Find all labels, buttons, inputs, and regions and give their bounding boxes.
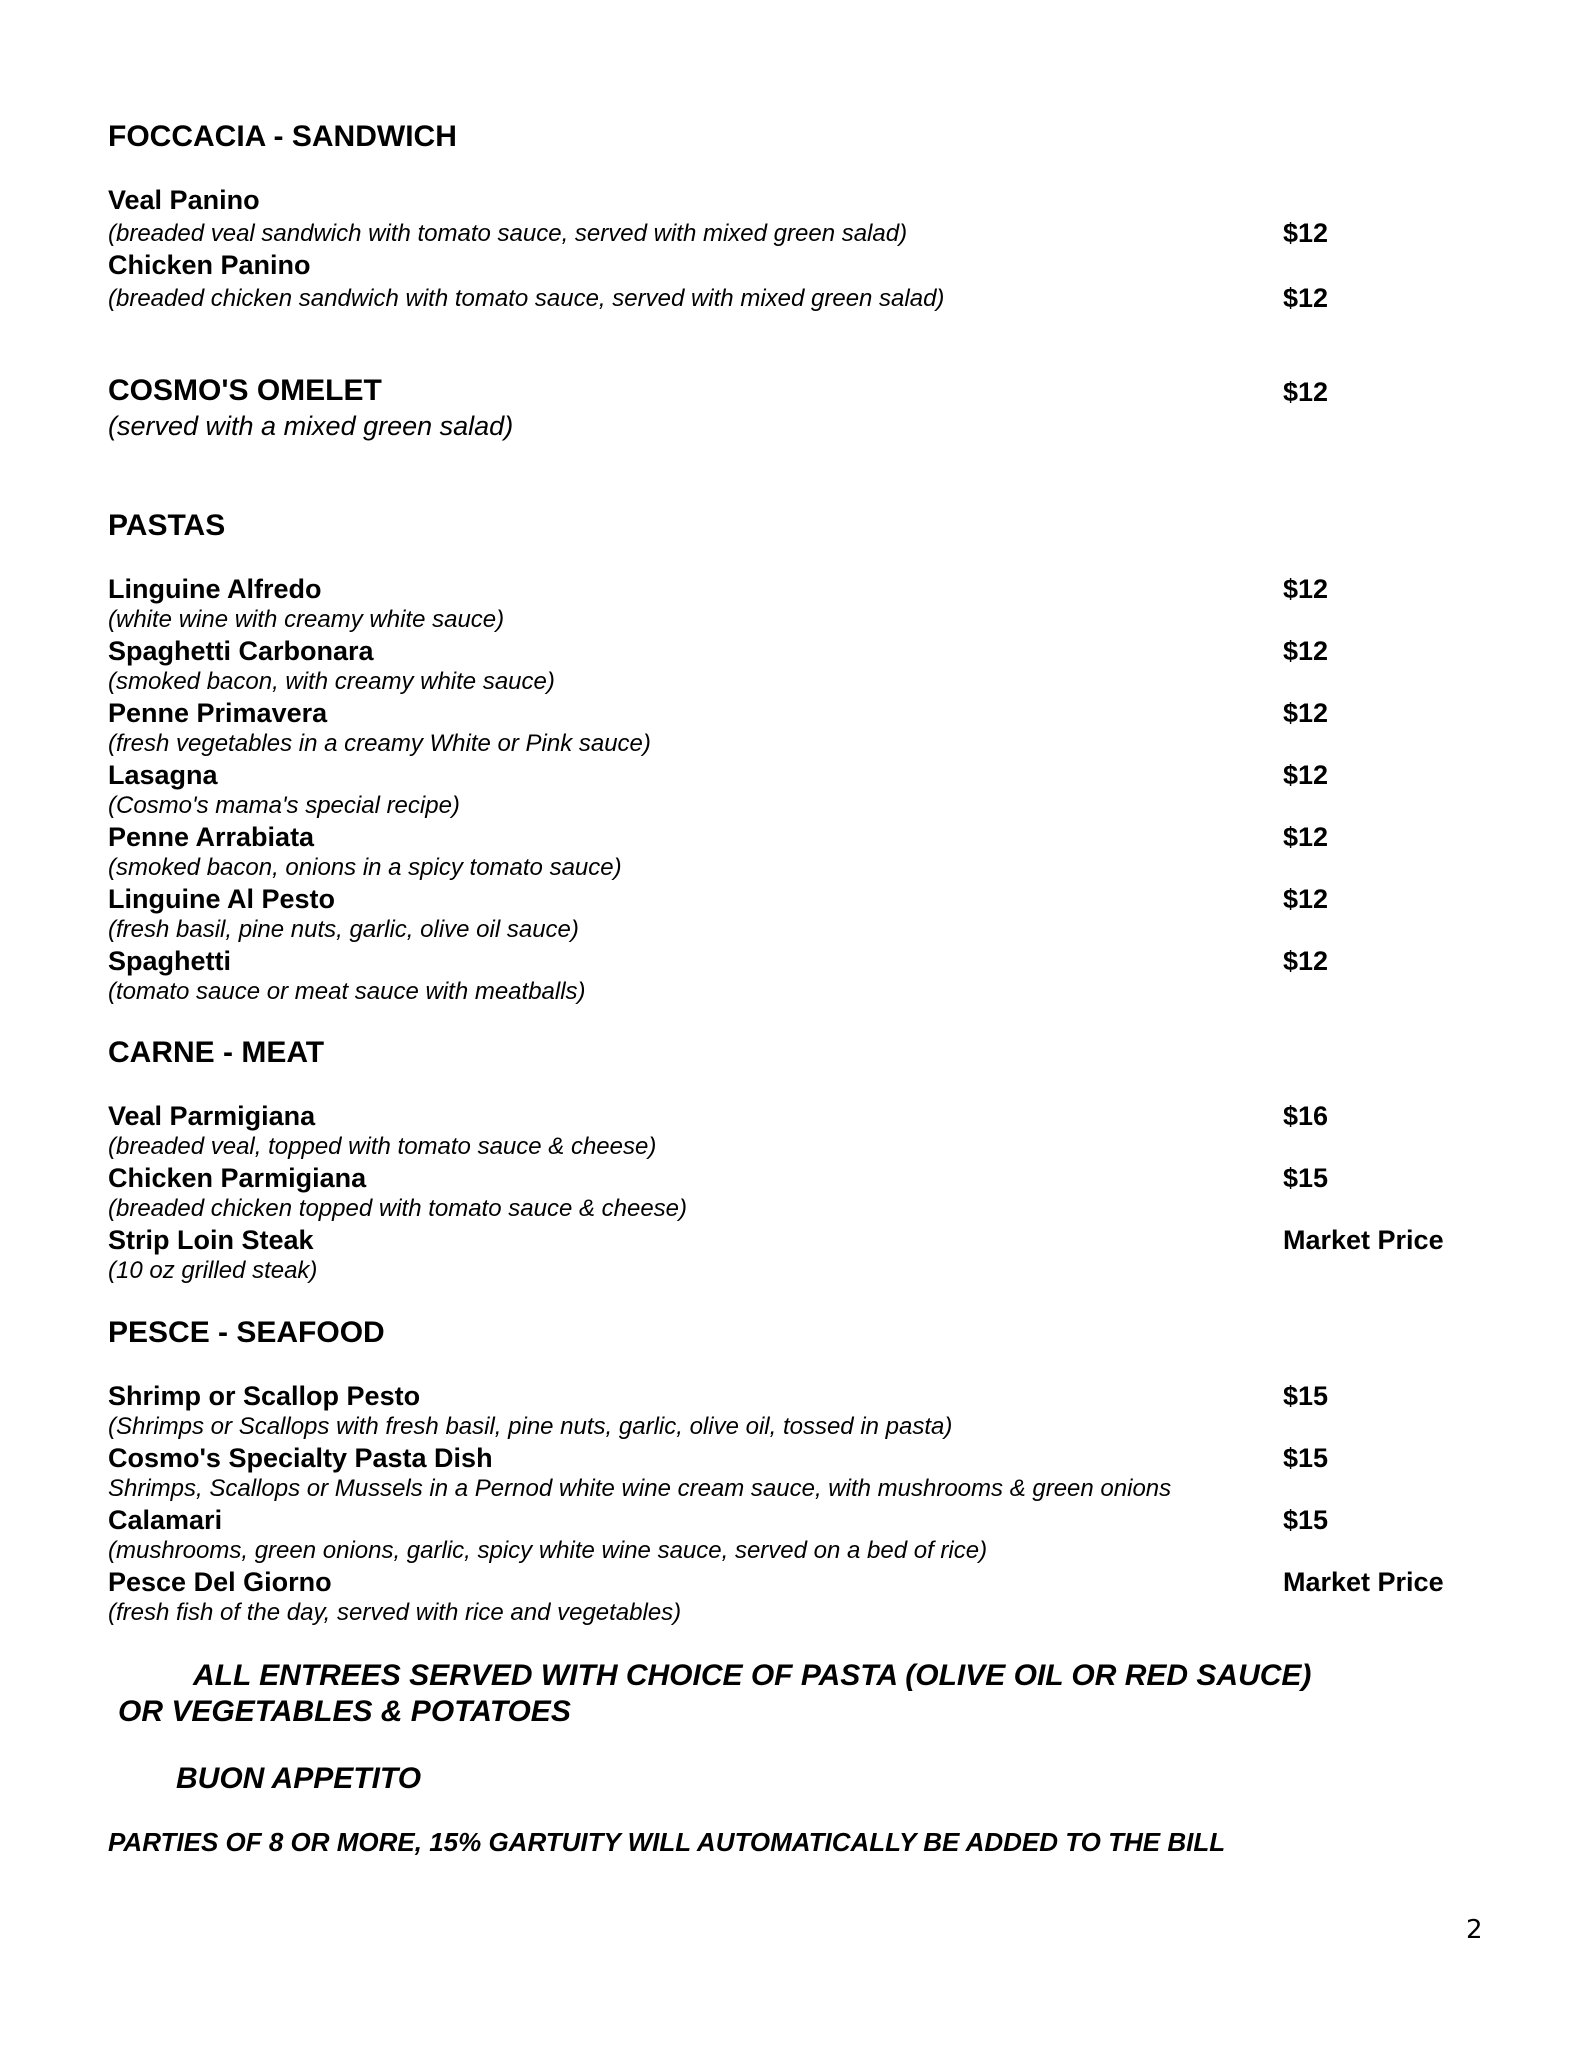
menu-item-description: (fresh fish of the day, served with rice and vegetables) [108, 1599, 682, 1626]
menu-item-price: $15 [1283, 1505, 1329, 1535]
menu-item-name: Veal Panino [108, 185, 260, 215]
menu-item-description: (white wine with creamy white sauce) [108, 606, 505, 633]
menu-item-name: Shrimp or Scallop Pesto [108, 1381, 421, 1411]
menu-item-price: $15 [1283, 1381, 1329, 1411]
menu-item-name: Linguine Al Pesto [108, 884, 336, 914]
menu-item-price: $12 [1283, 283, 1329, 313]
entrees-note-line-2: OR VEGETABLES & POTATOES [118, 1695, 571, 1728]
menu-item-name: Spaghetti Carbonara [108, 636, 374, 666]
menu-item-description: (tomato sauce or meat sauce with meatballs) [108, 978, 586, 1005]
menu-item-description: (breaded veal, topped with tomato sauce & cheese) [108, 1133, 657, 1160]
menu-item-description: (smoked bacon, onions in a spicy tomato sauce) [108, 854, 622, 881]
menu-item-name: Spaghetti [108, 946, 232, 976]
page-number: 2 [1466, 1915, 1483, 1945]
menu-item-name: Cosmo's Specialty Pasta Dish [108, 1443, 493, 1473]
menu-item-price: $12 [1283, 822, 1329, 852]
section-heading-pesce: PESCE - SEAFOOD [108, 1316, 385, 1349]
menu-item-description: (10 oz grilled steak) [108, 1257, 318, 1284]
section-heading-pastas: PASTAS [108, 509, 226, 542]
menu-item-price: $12 [1283, 884, 1329, 914]
menu-item-name: Chicken Parmigiana [108, 1163, 367, 1193]
menu-item-name: Lasagna [108, 760, 218, 790]
section-heading-carne: CARNE - MEAT [108, 1036, 325, 1069]
section-heading-foccacia: FOCCACIA - SANDWICH [108, 120, 457, 153]
omelet-description: (served with a mixed green salad) [108, 411, 514, 441]
menu-item-price: $12 [1283, 574, 1329, 604]
gratuity-note: PARTIES OF 8 OR MORE, 15% GARTUITY WILL AUTOMATICALLY BE ADDED TO THE BILL [108, 1827, 1226, 1857]
menu-item-price: $12 [1283, 760, 1329, 790]
section-heading-omelet: COSMO'S OMELET [108, 374, 382, 407]
entrees-note-line-1: ALL ENTREES SERVED WITH CHOICE OF PASTA (OLIVE OIL OR RED SAUCE) [193, 1659, 1312, 1692]
menu-item-price: $12 [1283, 946, 1329, 976]
menu-item-description: (Cosmo's mama's special recipe) [108, 792, 460, 819]
menu-item-description: (fresh basil, pine nuts, garlic, olive oil sauce) [108, 916, 579, 943]
menu-item-name: Linguine Alfredo [108, 574, 322, 604]
menu-item-name: Penne Arrabiata [108, 822, 315, 852]
menu-item-description: (breaded chicken sandwich with tomato sauce, served with mixed green salad) [108, 285, 945, 312]
buon-appetito-note: BUON APPETITO [176, 1762, 422, 1795]
menu-item-name: Calamari [108, 1505, 223, 1535]
menu-item-price: $12 [1283, 698, 1329, 728]
menu-item-price: Market Price [1283, 1567, 1444, 1597]
menu-item-price: $15 [1283, 1163, 1329, 1193]
menu-item-price: $12 [1283, 636, 1329, 666]
menu-item-name: Pesce Del Giorno [108, 1567, 332, 1597]
menu-item-description: Shrimps, Scallops or Mussels in a Pernod white wine cream sauce, with mushrooms & green onions [108, 1475, 1172, 1502]
menu-item-price: Market Price [1283, 1225, 1444, 1255]
omelet-price: $12 [1283, 377, 1329, 407]
menu-item-price: $15 [1283, 1443, 1329, 1473]
menu-item-name: Chicken Panino [108, 250, 311, 280]
menu-item-description: (smoked bacon, with creamy white sauce) [108, 668, 555, 695]
menu-item-description: (fresh vegetables in a creamy White or Pink sauce) [108, 730, 651, 757]
menu-item-description: (breaded chicken topped with tomato sauce & cheese) [108, 1195, 688, 1222]
menu-item-description: (breaded veal sandwich with tomato sauce, served with mixed green salad) [108, 220, 908, 247]
menu-item-description: (mushrooms, green onions, garlic, spicy white wine sauce, served on a bed of rice) [108, 1537, 988, 1564]
menu-item-name: Strip Loin Steak [108, 1225, 314, 1255]
menu-item-description: (Shrimps or Scallops with fresh basil, pine nuts, garlic, olive oil, tossed in pasta) [108, 1413, 953, 1440]
menu-item-name: Veal Parmigiana [108, 1101, 316, 1131]
menu-item-price: $16 [1283, 1101, 1329, 1131]
menu-item-name: Penne Primavera [108, 698, 328, 728]
menu-item-price: $12 [1283, 218, 1329, 248]
